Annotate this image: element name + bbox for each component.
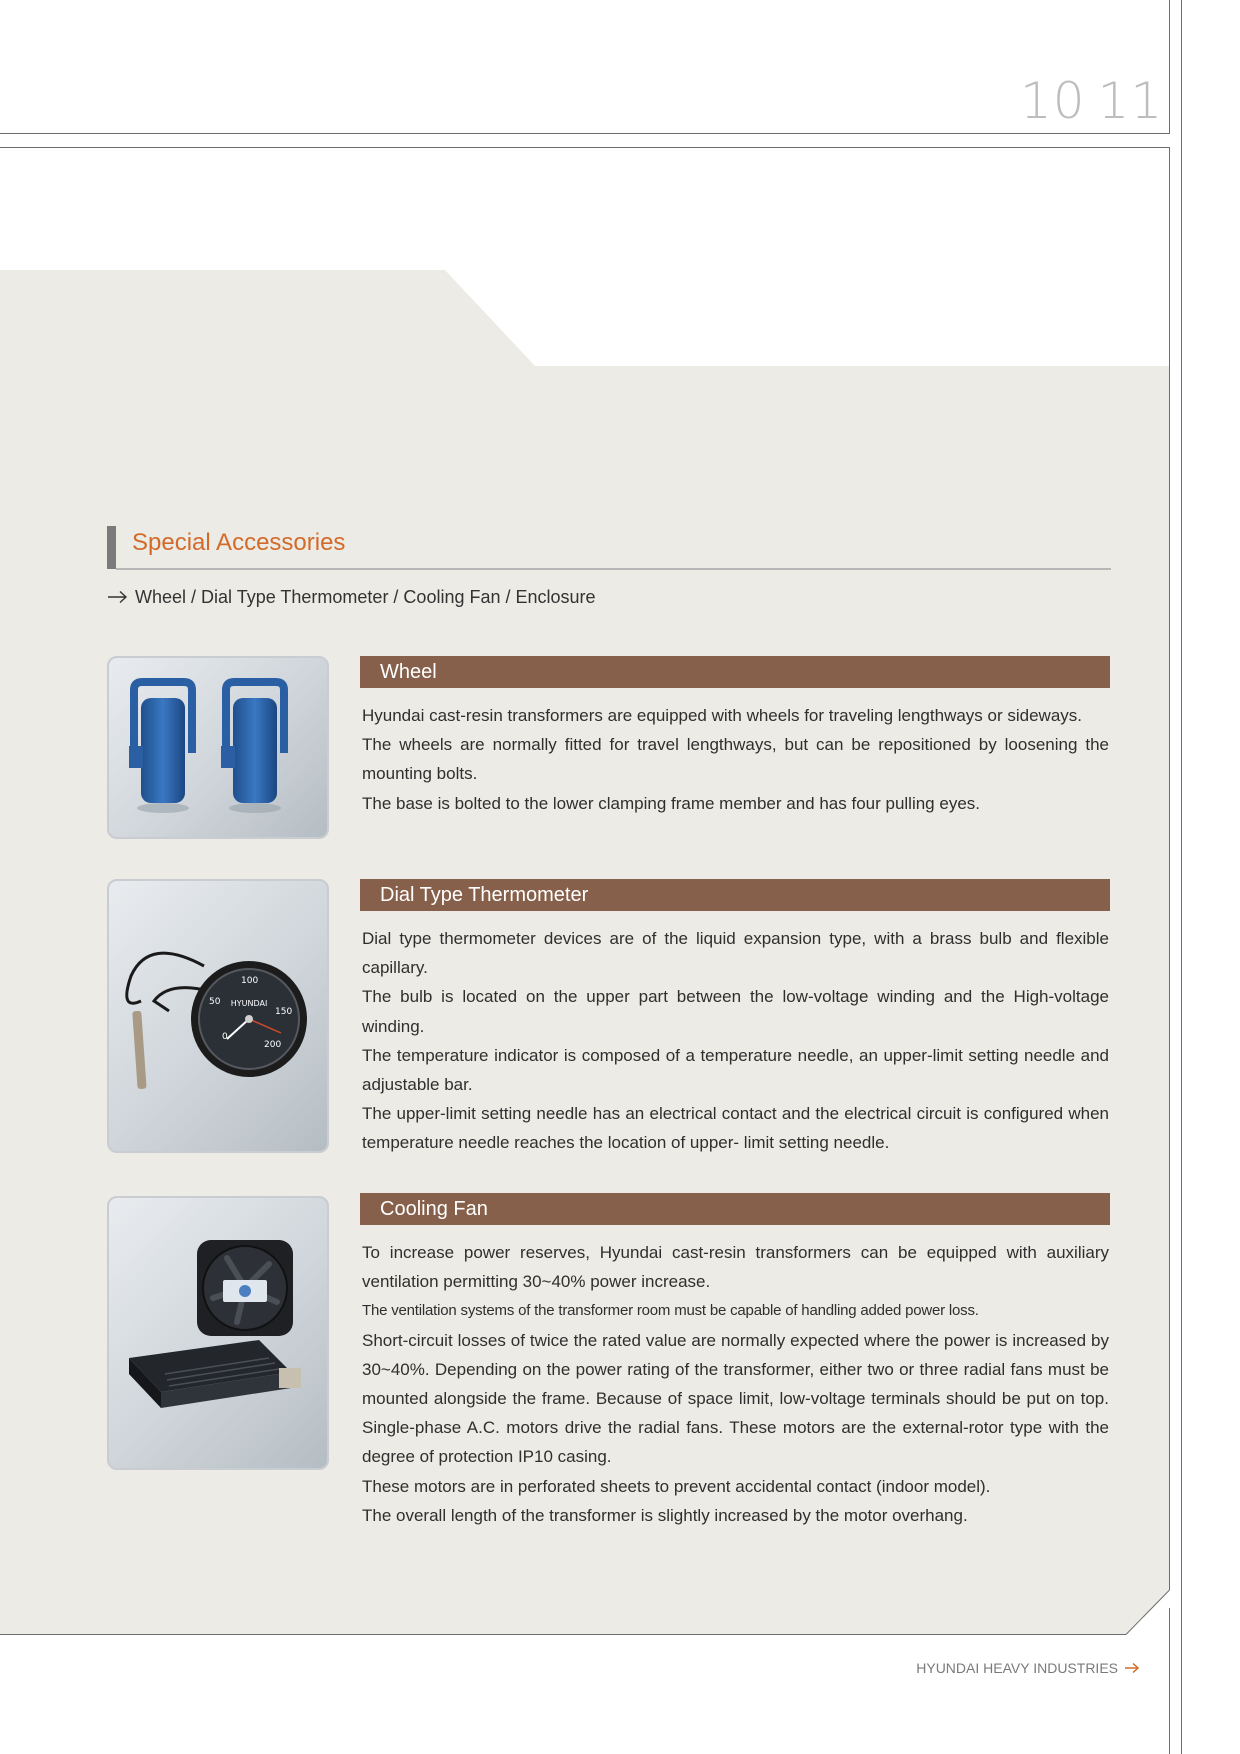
- panel-corner-chamfer: [1120, 1585, 1180, 1640]
- page-number-right: 11: [1097, 72, 1164, 130]
- wheel-description: [362, 701, 1109, 818]
- arrow-right-icon: [107, 590, 129, 604]
- wheel-illustration: [109, 658, 327, 837]
- section-rule: [116, 568, 1111, 570]
- wheel-paragraph: The wheels are normally fitted for travel lengthways, but can be repositioned by loosening the mounting bolts.: [362, 735, 1109, 784]
- panel-bottom-rule: [0, 1634, 1126, 1635]
- thermometer-paragraph: The temperature indicator is composed of a temperature needle, an upper-limit setting needle and adjustable bar.: [362, 1045, 1109, 1095]
- cooling-fan-photo: [107, 1196, 329, 1470]
- cooling-fan-paragraph: Short-circuit losses of twice the rated value are normally expected where the power is increased by 30~40%. Depending on the power rating of the transformer, either two or three radial fans must be mounted alongside the frame. Because of space limit, low-voltage terminals should be put on top. Single-phase A.C. motors drive the radial fans. These motors are the external-rotor type with the degree of protection IP10 casing.: [362, 1330, 1109, 1467]
- thermometer-title-bar: Dial Type Thermometer: [360, 879, 1110, 911]
- thermometer-description: [362, 924, 1109, 1158]
- gauge-brand-text: HYUNDAI: [230, 999, 268, 1008]
- gauge-tick-50: 50: [209, 997, 221, 1007]
- cooling-fan-illustration: [109, 1198, 327, 1468]
- cooling-fan-description: [362, 1238, 1109, 1530]
- gauge-tick-150: 150: [275, 1007, 293, 1017]
- section-marker: [107, 526, 116, 569]
- page-number-left: 10: [1020, 72, 1086, 130]
- right-frame-line-header: [1169, 0, 1170, 134]
- gauge-tick-0: 0: [222, 1032, 228, 1042]
- gauge-tick-200: 200: [264, 1040, 282, 1050]
- thermometer-paragraph: Dial type thermometer devices are of the liquid expansion type, with a brass bulb and flexible capillary.: [362, 929, 1109, 978]
- subnav: [107, 584, 596, 610]
- wheel-title-bar: Wheel: [360, 656, 1110, 688]
- gauge-tick-100: 100: [241, 976, 259, 986]
- footer-frame-line: [1169, 1608, 1170, 1754]
- cooling-fan-paragraph: These motors are in perforated sheets to prevent accidental contact (indoor model).: [362, 1476, 991, 1496]
- cooling-fan-title-bar: Cooling Fan: [360, 1193, 1110, 1225]
- thermometer-paragraph: The bulb is located on the upper part between the low-voltage winding and the High-voltage winding.: [362, 987, 1109, 1036]
- header-rule: [0, 133, 1169, 134]
- cooling-fan-paragraph: The ventilation systems of the transformer room must be capable of handling added power loss.: [362, 1302, 979, 1320]
- page-number: [1020, 70, 1164, 130]
- footer: [900, 1656, 1140, 1680]
- wheel-paragraph: Hyundai cast-resin transformers are equipped with wheels for traveling lengthways or sideways.: [362, 706, 1083, 725]
- panel-top-rule: [0, 147, 1169, 148]
- right-frame-line-outer: [1181, 0, 1182, 1754]
- arrow-right-icon: [1124, 1662, 1140, 1674]
- wheel-paragraph: The base is bolted to the lower clamping frame member and has four pulling eyes.: [362, 793, 980, 813]
- thermometer-illustration: [109, 881, 327, 1151]
- cooling-fan-paragraph: To increase power reserves, Hyundai cast-resin transformers can be equipped with auxiliary ventilation permitting 30~40% power increase.: [362, 1243, 1109, 1292]
- cooling-fan-paragraph: The overall length of the transformer is slightly increased by the motor overhang.: [362, 1505, 968, 1525]
- footer-brand-text: HYUNDAI HEAVY INDUSTRIES: [916, 1660, 1118, 1676]
- wheel-photo: [107, 656, 329, 839]
- section-title: Special Accessories: [132, 529, 346, 556]
- subnav-text: Wheel / Dial Type Thermometer / Cooling Fan / Enclosure: [135, 587, 596, 607]
- right-frame-line-panel: [1169, 147, 1170, 1590]
- thermometer-photo: [107, 879, 329, 1153]
- thermometer-paragraph: The upper-limit setting needle has an electrical contact and the electrical circuit is configured when temperature needle reaches the location of upper- limit setting needle.: [362, 1104, 1109, 1153]
